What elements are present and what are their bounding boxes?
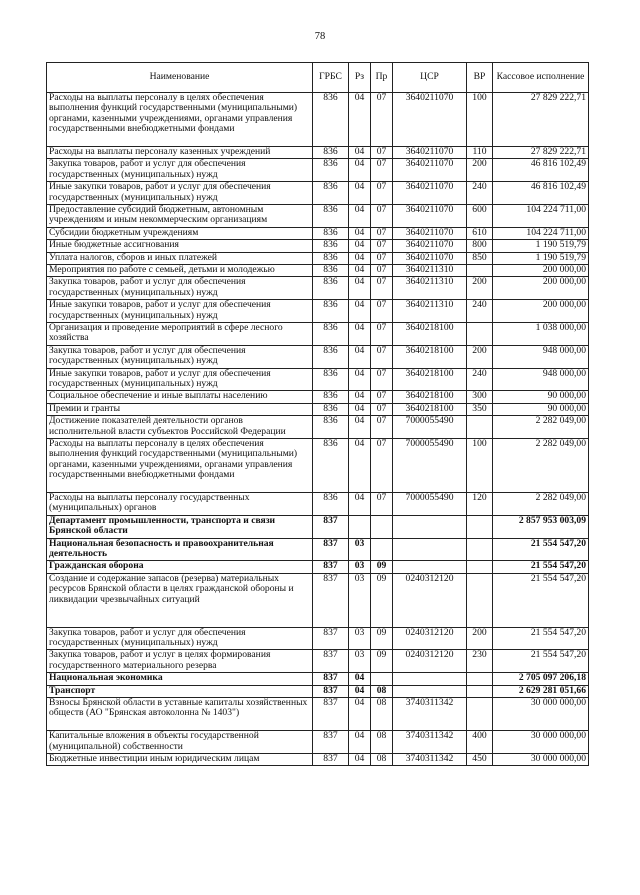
cell-grbs: 837 xyxy=(313,698,349,731)
cell-rz: 04 xyxy=(349,277,371,300)
table-header-row xyxy=(47,63,589,93)
table-row xyxy=(47,227,589,239)
cell-amount: 1 190 519,79 xyxy=(493,252,589,264)
table-row xyxy=(47,561,589,573)
cell-vr: 400 xyxy=(467,731,493,754)
cell-name: Капитальные вложения в объекты государственной (муниципальной) собственности xyxy=(47,731,313,754)
table-row xyxy=(47,240,589,252)
table-row xyxy=(47,204,589,227)
cell-amount: 2 282 049,00 xyxy=(493,438,589,492)
cell-pr: 07 xyxy=(371,368,393,391)
cell-csr: 3640218100 xyxy=(393,345,467,368)
cell-grbs: 836 xyxy=(313,147,349,159)
table-row xyxy=(47,93,589,147)
cell-grbs: 837 xyxy=(313,515,349,538)
cell-pr: 07 xyxy=(371,300,393,323)
table-row xyxy=(47,416,589,439)
cell-csr: 3640218100 xyxy=(393,368,467,391)
cell-csr: 0240312120 xyxy=(393,650,467,673)
cell-csr: 3640211310 xyxy=(393,264,467,276)
cell-name: Создание и содержание запасов (резерва) материальных ресурсов Брянской области в целях гражданской обороны и ликвидации чрезвычайных ситуаций xyxy=(47,573,313,627)
cell-vr: 230 xyxy=(467,650,493,673)
cell-rz: 04 xyxy=(349,204,371,227)
table-row xyxy=(47,492,589,515)
cell-vr: 240 xyxy=(467,368,493,391)
table-row xyxy=(47,264,589,276)
table-row xyxy=(47,650,589,673)
cell-amount: 46 816 102,49 xyxy=(493,159,589,182)
cell-name: Социальное обеспечение и иные выплаты населению xyxy=(47,391,313,403)
table-row xyxy=(47,698,589,731)
cell-amount: 200 000,00 xyxy=(493,277,589,300)
cell-grbs: 836 xyxy=(313,368,349,391)
cell-grbs: 837 xyxy=(313,627,349,650)
cell-amount: 1 038 000,00 xyxy=(493,322,589,345)
cell-name: Закупка товаров, работ и услуг в целях формирования государственного материального резерва xyxy=(47,650,313,673)
cell-vr xyxy=(467,538,493,561)
cell-grbs: 836 xyxy=(313,182,349,205)
cell-pr: 09 xyxy=(371,650,393,673)
table-row xyxy=(47,252,589,264)
cell-grbs: 837 xyxy=(313,573,349,627)
cell-pr: 07 xyxy=(371,264,393,276)
cell-vr: 610 xyxy=(467,227,493,239)
cell-vr xyxy=(467,416,493,439)
table-row xyxy=(47,685,589,697)
cell-csr: 7000055490 xyxy=(393,416,467,439)
cell-csr: 3640211070 xyxy=(393,240,467,252)
cell-csr: 3640218100 xyxy=(393,391,467,403)
cell-grbs: 836 xyxy=(313,438,349,492)
cell-grbs: 836 xyxy=(313,227,349,239)
cell-pr xyxy=(371,538,393,561)
cell-name: Премии и гранты xyxy=(47,403,313,415)
cell-pr: 07 xyxy=(371,93,393,147)
cell-csr: 3640211070 xyxy=(393,227,467,239)
table-row xyxy=(47,673,589,685)
cell-grbs: 837 xyxy=(313,538,349,561)
cell-amount: 948 000,00 xyxy=(493,368,589,391)
cell-csr: 0240312120 xyxy=(393,573,467,627)
cell-csr: 3640211070 xyxy=(393,93,467,147)
cell-vr: 100 xyxy=(467,438,493,492)
cell-vr: 200 xyxy=(467,159,493,182)
cell-pr: 08 xyxy=(371,685,393,697)
cell-pr: 09 xyxy=(371,573,393,627)
table-row xyxy=(47,300,589,323)
cell-rz: 03 xyxy=(349,573,371,627)
cell-csr xyxy=(393,685,467,697)
cell-vr: 450 xyxy=(467,754,493,766)
cell-pr: 07 xyxy=(371,391,393,403)
cell-amount: 27 829 222,71 xyxy=(493,147,589,159)
cell-grbs: 836 xyxy=(313,391,349,403)
cell-rz: 04 xyxy=(349,698,371,731)
table-row xyxy=(47,438,589,492)
table-row xyxy=(47,731,589,754)
cell-pr: 07 xyxy=(371,322,393,345)
cell-name: Предоставление субсидий бюджетным, автономным учреждениям и иным некоммерческим организациям xyxy=(47,204,313,227)
cell-amount: 104 224 711,00 xyxy=(493,227,589,239)
cell-vr: 200 xyxy=(467,345,493,368)
cell-pr: 07 xyxy=(371,252,393,264)
cell-grbs: 836 xyxy=(313,240,349,252)
cell-name: Транспорт xyxy=(47,685,313,697)
cell-pr: 07 xyxy=(371,345,393,368)
budget-table xyxy=(46,62,589,766)
cell-grbs: 837 xyxy=(313,561,349,573)
cell-vr xyxy=(467,698,493,731)
cell-rz: 04 xyxy=(349,438,371,492)
header-name: Наименование xyxy=(47,63,313,93)
cell-rz: 04 xyxy=(349,673,371,685)
table-row xyxy=(47,403,589,415)
cell-name: Уплата налогов, сборов и иных платежей xyxy=(47,252,313,264)
cell-grbs: 836 xyxy=(313,403,349,415)
cell-name: Взносы Брянской области в уставные капиталы хозяйственных обществ (АО "Брянская автоколонна № 1403") xyxy=(47,698,313,731)
cell-amount: 2 282 049,00 xyxy=(493,492,589,515)
cell-rz: 04 xyxy=(349,403,371,415)
cell-grbs: 836 xyxy=(313,159,349,182)
cell-pr: 07 xyxy=(371,147,393,159)
cell-amount: 948 000,00 xyxy=(493,345,589,368)
cell-grbs: 837 xyxy=(313,673,349,685)
cell-amount: 1 190 519,79 xyxy=(493,240,589,252)
cell-rz: 04 xyxy=(349,416,371,439)
cell-pr xyxy=(371,673,393,685)
cell-grbs: 837 xyxy=(313,685,349,697)
cell-csr: 3640211310 xyxy=(393,277,467,300)
cell-name: Достижение показателей деятельности органов исполнительной власти субъектов Российской Федерации xyxy=(47,416,313,439)
cell-pr: 08 xyxy=(371,698,393,731)
cell-amount: 27 829 222,71 xyxy=(493,93,589,147)
header-amount: Кассовое исполнение xyxy=(493,63,589,93)
cell-vr: 850 xyxy=(467,252,493,264)
cell-vr: 240 xyxy=(467,300,493,323)
cell-grbs: 837 xyxy=(313,754,349,766)
cell-amount: 30 000 000,00 xyxy=(493,731,589,754)
cell-name: Закупка товаров, работ и услуг для обеспечения государственных (муниципальных) нужд xyxy=(47,159,313,182)
cell-name: Иные закупки товаров, работ и услуг для обеспечения государственных (муниципальных) нужд xyxy=(47,368,313,391)
cell-amount: 104 224 711,00 xyxy=(493,204,589,227)
cell-pr: 08 xyxy=(371,731,393,754)
cell-csr xyxy=(393,538,467,561)
cell-name: Закупка товаров, работ и услуг для обеспечения государственных (муниципальных) нужд xyxy=(47,277,313,300)
cell-rz: 04 xyxy=(349,754,371,766)
cell-name: Расходы на выплаты персоналу казенных учреждений xyxy=(47,147,313,159)
table-row xyxy=(47,159,589,182)
cell-vr: 600 xyxy=(467,204,493,227)
cell-grbs: 836 xyxy=(313,264,349,276)
cell-grbs: 836 xyxy=(313,252,349,264)
cell-vr: 200 xyxy=(467,627,493,650)
cell-vr xyxy=(467,515,493,538)
cell-csr: 3740311342 xyxy=(393,731,467,754)
cell-name: Расходы на выплаты персоналу государственных (муниципальных) органов xyxy=(47,492,313,515)
cell-amount: 90 000,00 xyxy=(493,391,589,403)
cell-pr xyxy=(371,515,393,538)
cell-csr xyxy=(393,673,467,685)
table-row xyxy=(47,322,589,345)
table-row xyxy=(47,368,589,391)
cell-amount: 21 554 547,20 xyxy=(493,573,589,627)
cell-vr: 800 xyxy=(467,240,493,252)
cell-vr xyxy=(467,673,493,685)
cell-rz: 04 xyxy=(349,731,371,754)
cell-csr: 7000055490 xyxy=(393,438,467,492)
cell-name: Национальная безопасность и правоохранительная деятельность xyxy=(47,538,313,561)
cell-name: Гражданская оборона xyxy=(47,561,313,573)
cell-rz: 04 xyxy=(349,240,371,252)
cell-vr: 100 xyxy=(467,93,493,147)
cell-rz: 04 xyxy=(349,492,371,515)
header-rz: Рз xyxy=(349,63,371,93)
cell-rz: 04 xyxy=(349,147,371,159)
cell-name: Закупка товаров, работ и услуг для обеспечения государственных (муниципальных) нужд xyxy=(47,345,313,368)
cell-pr: 07 xyxy=(371,403,393,415)
table-row xyxy=(47,573,589,627)
cell-amount: 21 554 547,20 xyxy=(493,650,589,673)
cell-vr xyxy=(467,573,493,627)
cell-vr: 240 xyxy=(467,182,493,205)
cell-name: Расходы на выплаты персоналу в целях обеспечения выполнения функций государственными (муниципальными) органами, казенными учреждениями, органами управления государственными внебюджетными фондами xyxy=(47,438,313,492)
cell-amount: 21 554 547,20 xyxy=(493,538,589,561)
cell-grbs: 836 xyxy=(313,345,349,368)
cell-vr: 200 xyxy=(467,277,493,300)
cell-rz: 04 xyxy=(349,182,371,205)
header-csr: ЦСР xyxy=(393,63,467,93)
header-vr: ВР xyxy=(467,63,493,93)
cell-csr xyxy=(393,515,467,538)
cell-csr: 3640211070 xyxy=(393,182,467,205)
cell-vr xyxy=(467,561,493,573)
cell-pr: 07 xyxy=(371,492,393,515)
cell-vr xyxy=(467,264,493,276)
table-row xyxy=(47,345,589,368)
cell-pr: 07 xyxy=(371,227,393,239)
cell-pr: 09 xyxy=(371,561,393,573)
table-row xyxy=(47,147,589,159)
cell-csr: 3640211070 xyxy=(393,204,467,227)
cell-pr: 07 xyxy=(371,182,393,205)
cell-rz: 03 xyxy=(349,627,371,650)
cell-amount: 46 816 102,49 xyxy=(493,182,589,205)
cell-rz: 04 xyxy=(349,93,371,147)
cell-name: Субсидии бюджетным учреждениям xyxy=(47,227,313,239)
cell-amount: 30 000 000,00 xyxy=(493,698,589,731)
cell-grbs: 836 xyxy=(313,93,349,147)
cell-grbs: 836 xyxy=(313,277,349,300)
cell-csr: 3640218100 xyxy=(393,322,467,345)
cell-pr: 07 xyxy=(371,416,393,439)
cell-pr: 07 xyxy=(371,277,393,300)
cell-pr: 09 xyxy=(371,627,393,650)
cell-rz: 03 xyxy=(349,538,371,561)
cell-amount: 2 857 953 003,09 xyxy=(493,515,589,538)
cell-csr: 3640211070 xyxy=(393,252,467,264)
cell-name: Иные закупки товаров, работ и услуг для обеспечения государственных (муниципальных) нужд xyxy=(47,300,313,323)
cell-amount: 21 554 547,20 xyxy=(493,561,589,573)
cell-rz: 03 xyxy=(349,650,371,673)
cell-vr: 300 xyxy=(467,391,493,403)
cell-pr: 07 xyxy=(371,159,393,182)
cell-csr: 7000055490 xyxy=(393,492,467,515)
cell-grbs: 836 xyxy=(313,300,349,323)
cell-grbs: 836 xyxy=(313,204,349,227)
cell-csr: 3640211070 xyxy=(393,159,467,182)
cell-rz: 04 xyxy=(349,345,371,368)
cell-grbs: 837 xyxy=(313,731,349,754)
header-pr: Пр xyxy=(371,63,393,93)
cell-amount: 200 000,00 xyxy=(493,300,589,323)
cell-name: Организация и проведение мероприятий в сфере лесного хозяйства xyxy=(47,322,313,345)
cell-name: Бюджетные инвестиции иным юридическим лицам xyxy=(47,754,313,766)
cell-rz xyxy=(349,515,371,538)
cell-pr: 07 xyxy=(371,240,393,252)
cell-vr: 120 xyxy=(467,492,493,515)
cell-amount: 2 629 281 051,66 xyxy=(493,685,589,697)
cell-csr: 3640211070 xyxy=(393,147,467,159)
table-row xyxy=(47,538,589,561)
cell-rz: 04 xyxy=(349,252,371,264)
cell-vr: 350 xyxy=(467,403,493,415)
cell-name: Иные закупки товаров, работ и услуг для обеспечения государственных (муниципальных) нужд xyxy=(47,182,313,205)
cell-csr: 3640218100 xyxy=(393,403,467,415)
page-number: 78 xyxy=(314,31,326,42)
cell-pr: 07 xyxy=(371,204,393,227)
table-row xyxy=(47,627,589,650)
cell-csr: 3740311342 xyxy=(393,754,467,766)
table-row xyxy=(47,277,589,300)
cell-name: Закупка товаров, работ и услуг для обеспечения государственных (муниципальных) нужд xyxy=(47,627,313,650)
cell-amount: 21 554 547,20 xyxy=(493,627,589,650)
table-row xyxy=(47,754,589,766)
table-row xyxy=(47,391,589,403)
cell-rz: 04 xyxy=(349,391,371,403)
cell-name: Департамент промышленности, транспорта и связи Брянской области xyxy=(47,515,313,538)
cell-rz: 04 xyxy=(349,227,371,239)
cell-amount: 30 000 000,00 xyxy=(493,754,589,766)
cell-grbs: 836 xyxy=(313,492,349,515)
cell-rz: 04 xyxy=(349,685,371,697)
cell-csr: 3640211310 xyxy=(393,300,467,323)
cell-grbs: 837 xyxy=(313,650,349,673)
cell-vr: 110 xyxy=(467,147,493,159)
cell-rz: 04 xyxy=(349,368,371,391)
table-row xyxy=(47,182,589,205)
cell-rz: 04 xyxy=(349,322,371,345)
cell-name: Мероприятия по работе с семьей, детьми и молодежью xyxy=(47,264,313,276)
cell-rz: 03 xyxy=(349,561,371,573)
cell-pr: 07 xyxy=(371,438,393,492)
cell-grbs: 836 xyxy=(313,322,349,345)
cell-amount: 90 000,00 xyxy=(493,403,589,415)
header-grbs: ГРБС xyxy=(313,63,349,93)
cell-rz: 04 xyxy=(349,300,371,323)
cell-csr: 3740311342 xyxy=(393,698,467,731)
cell-pr: 08 xyxy=(371,754,393,766)
cell-csr: 0240312120 xyxy=(393,627,467,650)
cell-vr xyxy=(467,322,493,345)
cell-name: Национальная экономика xyxy=(47,673,313,685)
cell-amount: 2 282 049,00 xyxy=(493,416,589,439)
cell-amount: 200 000,00 xyxy=(493,264,589,276)
cell-rz: 04 xyxy=(349,264,371,276)
cell-rz: 04 xyxy=(349,159,371,182)
cell-vr xyxy=(467,685,493,697)
cell-amount: 2 705 097 206,18 xyxy=(493,673,589,685)
cell-grbs: 836 xyxy=(313,416,349,439)
cell-name: Расходы на выплаты персоналу в целях обеспечения выполнения функций государственными (муниципальными) органами, казенными учреждениями, органами управления государственными внебюджетными фондами xyxy=(47,93,313,147)
cell-csr xyxy=(393,561,467,573)
table-row xyxy=(47,515,589,538)
cell-name: Иные бюджетные ассигнования xyxy=(47,240,313,252)
